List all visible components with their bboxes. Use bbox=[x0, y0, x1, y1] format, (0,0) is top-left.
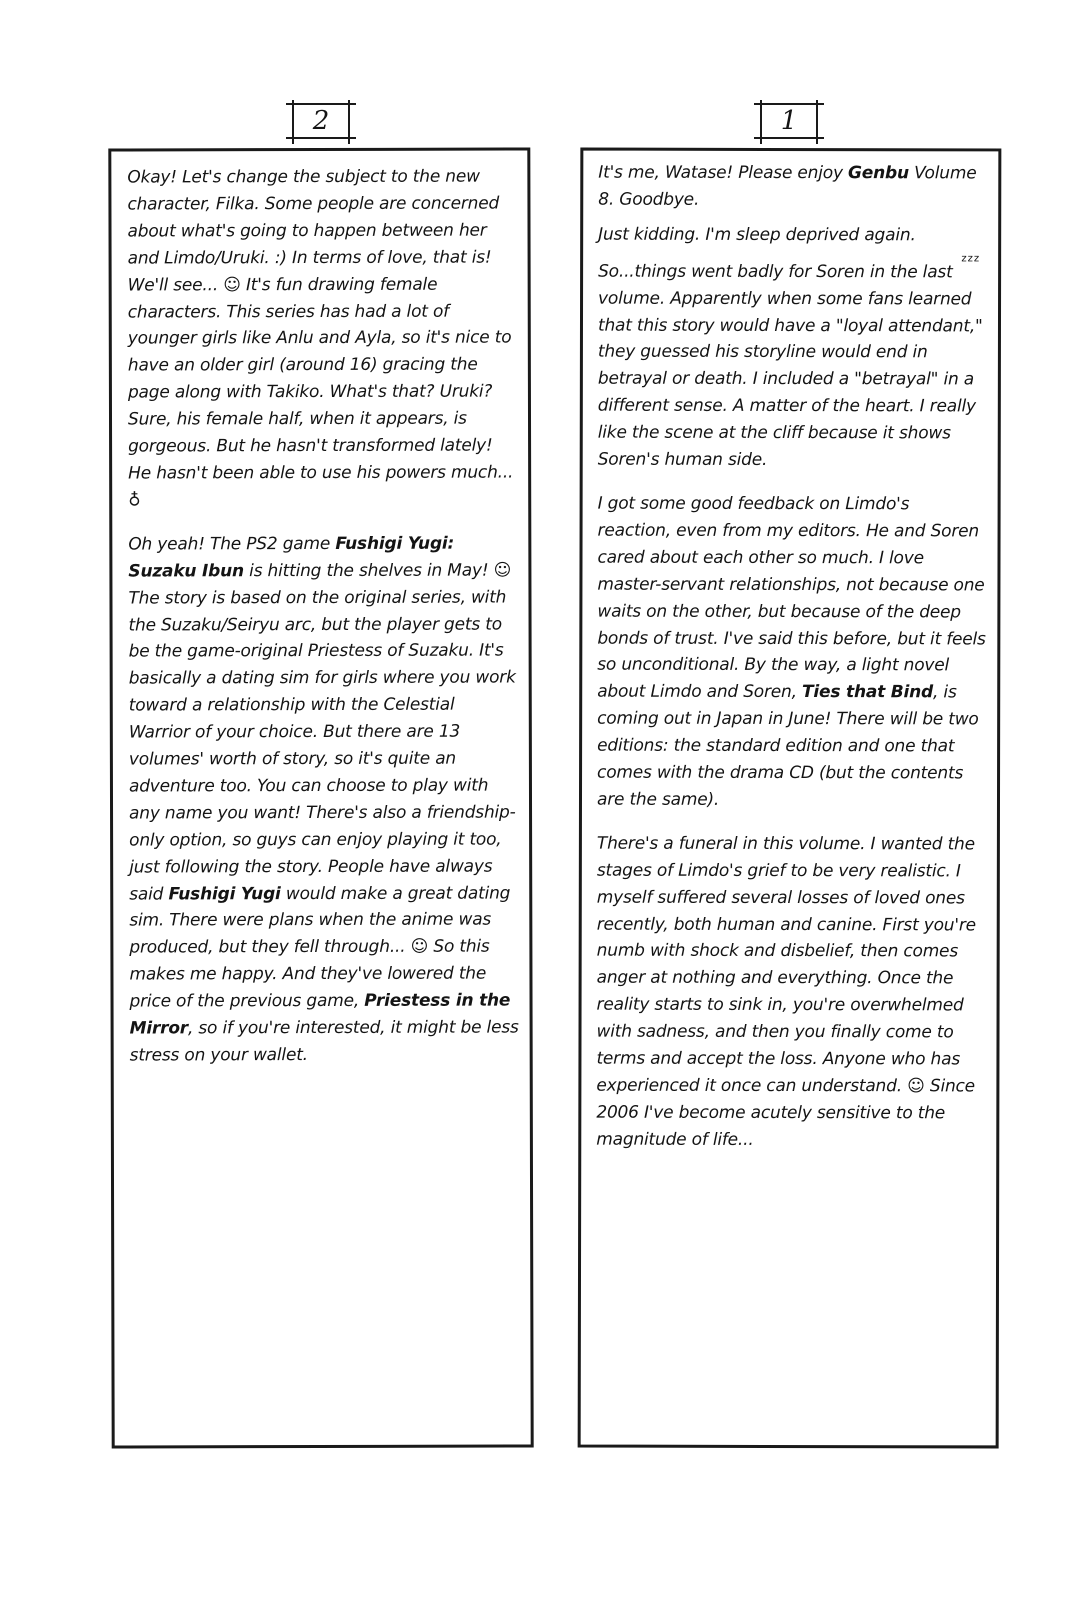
right-paragraph-2: Just kidding. I'm sleep deprived again. bbox=[598, 224, 916, 246]
sleepy-zzz-doodle bbox=[961, 254, 980, 264]
left-p2-part-a: Oh yeah! The PS2 game bbox=[128, 533, 336, 555]
right-text-column bbox=[578, 148, 1002, 1449]
right-paragraph-4 bbox=[597, 491, 988, 815]
left-paragraph-1: Okay! Let's change the subject to the new character, Filka. Some people are concerned about what's going to happen between her and Limdo/Uruki. :) In terms of love, that is! We'll see... ☺ It's fun drawing female characters. This series has had a lot of younger girls like Anlu and Ayla, so it's nice to have an older girl (around 16) gracing the page along with Takiko. What's that? Uruki? Sure, his female half, when it appears, is gorgeous. But he hasn't transformed lately! He hasn't been able to use his powers much... ♁ bbox=[127, 166, 514, 511]
right-p4-part-b: , is coming out in Japan in June! There will be two editions: the standard edition and one that comes with the drama CD (but the contents are the same). bbox=[596, 682, 979, 810]
left-p2-part-b: is hitting the shelves in May! ☺ The story is based on the original series, with the Suzaku/Seiryu arc, but the player gets to be the game-original Priestess of Suzaku. It's basically a dating sim for girls where you work toward a relationship with the Celestial Warrior of your choice. But there are 13 volumes' worth of story, so it's quite an adventure too. You can choose to play with any name you want! There's also a friendship-only option, so guys can enjoy playing it too, just following the story. People have always said bbox=[128, 560, 516, 905]
title-genbu: Genbu bbox=[848, 163, 909, 184]
page-number-2: 2 bbox=[312, 106, 330, 136]
left-p2-part-d: , so if you're interested, it might be less stress on your wallet. bbox=[129, 1017, 519, 1066]
right-p4-part-a: I got some good feedback on Limdo's reaction, even from my editors. He and Soren cared about each other so much. I love master-servant relationships, not because one waits on the other, but because of the deep bonds of trust. I've said this before, but it feels so unconditional. By the way, a light novel about Limdo and Soren, bbox=[597, 493, 986, 703]
left-column-text bbox=[127, 163, 519, 1086]
title-fushigi-yugi: Fushigi Yugi bbox=[168, 883, 281, 904]
right-paragraph-5: There's a funeral in this volume. I wanted the stages of Limdo's grief to be very realistic. I myself suffered several losses of loved ones recently, both human and canine. First you're numb with shock and disbelief, then comes anger at nothing and everything. Once the reality starts to sink in, you're overwhelmed with sadness, and then you finally come to terms and accept the loss. Anyone who has experienced it once can understand. ☺ Since 2006 I've become acutely sensitive to the magnitude of life... bbox=[596, 833, 976, 1150]
game-title-suzaku-ibun: Fushigi Yugi: Suzaku Ibun bbox=[128, 533, 455, 582]
page-number-tab-2 bbox=[292, 100, 350, 144]
novel-title-ties-that-bind: Ties that Bind bbox=[802, 682, 934, 703]
left-p2-part-c: would make a great dating sim. There were plans when the anime was produced, but they fell through... ☺ So this makes me happy. And they've lowered the price of the previous game, bbox=[129, 883, 511, 1012]
page-number-1: 1 bbox=[780, 106, 798, 136]
right-p1-part-a: It's me, Watase! Please enjoy bbox=[598, 162, 849, 184]
left-paragraph-2 bbox=[128, 530, 519, 1069]
right-paragraph-3: So...things went badly for Soren in the last volume. Apparently when some fans learned that this story would have a "loyal attendant," they guessed his storyline would end in betrayal or death. I included a "betrayal" in a different sense. A matter of the heart. I really like the scene at the cliff because it shows Soren's human side. bbox=[597, 261, 983, 471]
left-text-column bbox=[108, 147, 533, 1448]
page-number-tab-1 bbox=[760, 100, 818, 144]
right-paragraph-1 bbox=[598, 160, 988, 215]
right-p1-part-b: Volume 8. Goodbye. bbox=[598, 163, 977, 210]
game-title-priestess-mirror: Priestess in the Mirror bbox=[129, 990, 511, 1039]
zzz-text: zzz bbox=[961, 253, 981, 265]
right-column-text bbox=[596, 160, 988, 1172]
